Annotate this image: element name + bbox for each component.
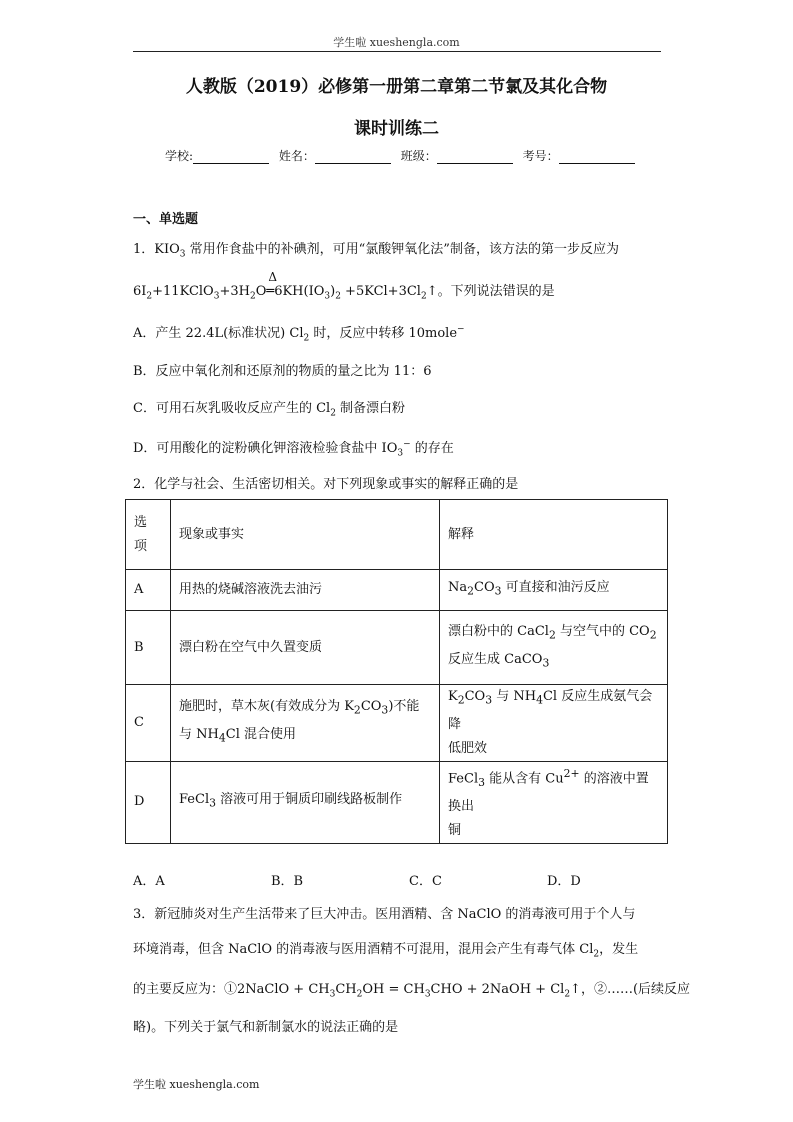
q3-line-1: 3．新冠肺炎对生产生活带来了巨大冲击。医用酒精、含 NaClO 的消毒液可用于个人与 bbox=[133, 907, 636, 922]
q2-options bbox=[133, 870, 685, 889]
header-explanation: 解释 bbox=[440, 500, 668, 570]
row-option: A bbox=[126, 570, 171, 611]
page-footer: 学生啦 xueshengla.com bbox=[133, 1078, 260, 1091]
q2-option-a[interactable]: A．A bbox=[133, 874, 165, 889]
student-info-fields bbox=[165, 147, 641, 164]
table-header-row bbox=[126, 500, 668, 570]
q1-stem: 1．$KIO_3$ 常用作食盐中的补碘剂，可用“氯酸钾氧化法”制备，该方法的第一步反应为 bbox=[133, 242, 619, 260]
class-blank[interactable] bbox=[437, 151, 513, 164]
header-option: 选 项 bbox=[126, 500, 171, 570]
q3-line-3: 的主要反应为：①2NaClO + $CH_3CH_2OH = CH_3CHO$ + 2NaOH + $Cl_2↑$，②……(后续反应 bbox=[133, 982, 691, 1000]
q3-line-4: 略)。下列关于氯气和新制氯水的说法正确的是 bbox=[133, 1020, 399, 1035]
row-option: C bbox=[126, 685, 171, 762]
q1-option-a[interactable]: A．产生 22.4L(标准状况) $Cl_2$ 时，反应中转移 10mole− bbox=[133, 324, 465, 344]
document-title: 人教版（2019）必修第一册第二章第二节氯及其化合物 bbox=[185, 77, 608, 97]
class-label: 班级： bbox=[400, 149, 437, 163]
school-label: 学校: bbox=[165, 149, 194, 163]
row-option: D bbox=[126, 761, 171, 843]
number-blank[interactable] bbox=[559, 151, 635, 164]
table-row bbox=[126, 570, 668, 611]
page-header: 学生啦 xueshengla.com bbox=[333, 36, 460, 49]
row-fact: FeCl$_3$ 溶液可用于铜质印刷线路板制作 bbox=[171, 761, 440, 843]
table-row bbox=[126, 685, 668, 762]
q2-option-b[interactable]: B．B bbox=[271, 874, 304, 889]
table-row bbox=[126, 761, 668, 843]
q2-option-c[interactable]: C．C bbox=[409, 874, 442, 889]
q1-option-c[interactable]: C．可用石灰乳吸收反应产生的 $Cl_2$ 制备漂白粉 bbox=[133, 401, 406, 419]
row-explanation: $Na_2CO_3$ 可直接和油污反应 bbox=[440, 570, 668, 611]
row-option: B bbox=[126, 611, 171, 685]
row-fact: 用热的烧碱溶液洗去油污 bbox=[171, 570, 440, 611]
name-blank[interactable] bbox=[315, 151, 391, 164]
heat-symbol: Δ bbox=[268, 270, 278, 284]
row-fact: 施肥时，草木灰(有效成分为 $K_2CO_3$)不能 与 $NH_4Cl$ 混合使用 bbox=[171, 685, 440, 762]
school-blank[interactable] bbox=[193, 151, 269, 164]
header-divider bbox=[133, 51, 661, 52]
q1-option-d[interactable]: D．可用酸化的淀粉碘化钾溶液检验食盐中 $IO_3^-$ 的存在 bbox=[133, 439, 454, 459]
row-explanation: $K_2CO_3$ 与 $NH_4Cl$ 反应生成氨气会降 低肥效 bbox=[440, 685, 668, 762]
section-heading: 一、单选题 bbox=[133, 212, 199, 227]
row-explanation: 漂白粉中的 CaCl$_2$ 与空气中的 $CO_2$ 反应生成 CaCO$_3$ bbox=[440, 611, 668, 685]
number-label: 考号： bbox=[522, 149, 559, 163]
row-fact: 漂白粉在空气中久置变质 bbox=[171, 611, 440, 685]
row-explanation: FeCl$_3$ 能从含有 $Cu^{2+}$ 的溶液中置换出 铜 bbox=[440, 761, 668, 843]
document-subtitle: 课时训练二 bbox=[354, 119, 439, 139]
q1-equation: $6I_2+11KClO_3+3H_2O$ Δ $═6KH(IO_3)_2$ $+5KCl+3Cl_2↑$。下列说法错误的是 bbox=[133, 270, 555, 302]
header-fact: 现象或事实 bbox=[171, 500, 440, 570]
q2-option-d[interactable]: D．D bbox=[547, 874, 581, 889]
q2-table bbox=[125, 499, 668, 844]
q3-line-2: 环境消毒，但含 NaClO 的消毒液与医用酒精不可混用，混用会产生有毒气体 $Cl_2$，发生 bbox=[133, 942, 639, 960]
q2-stem: 2．化学与社会、生活密切相关。对下列现象或事实的解释正确的是 bbox=[133, 477, 519, 492]
name-label: 姓名： bbox=[278, 149, 315, 163]
table-row bbox=[126, 611, 668, 685]
q1-option-b[interactable]: B．反应中氧化剂和还原剂的物质的量之比为 11：6 bbox=[133, 364, 432, 379]
